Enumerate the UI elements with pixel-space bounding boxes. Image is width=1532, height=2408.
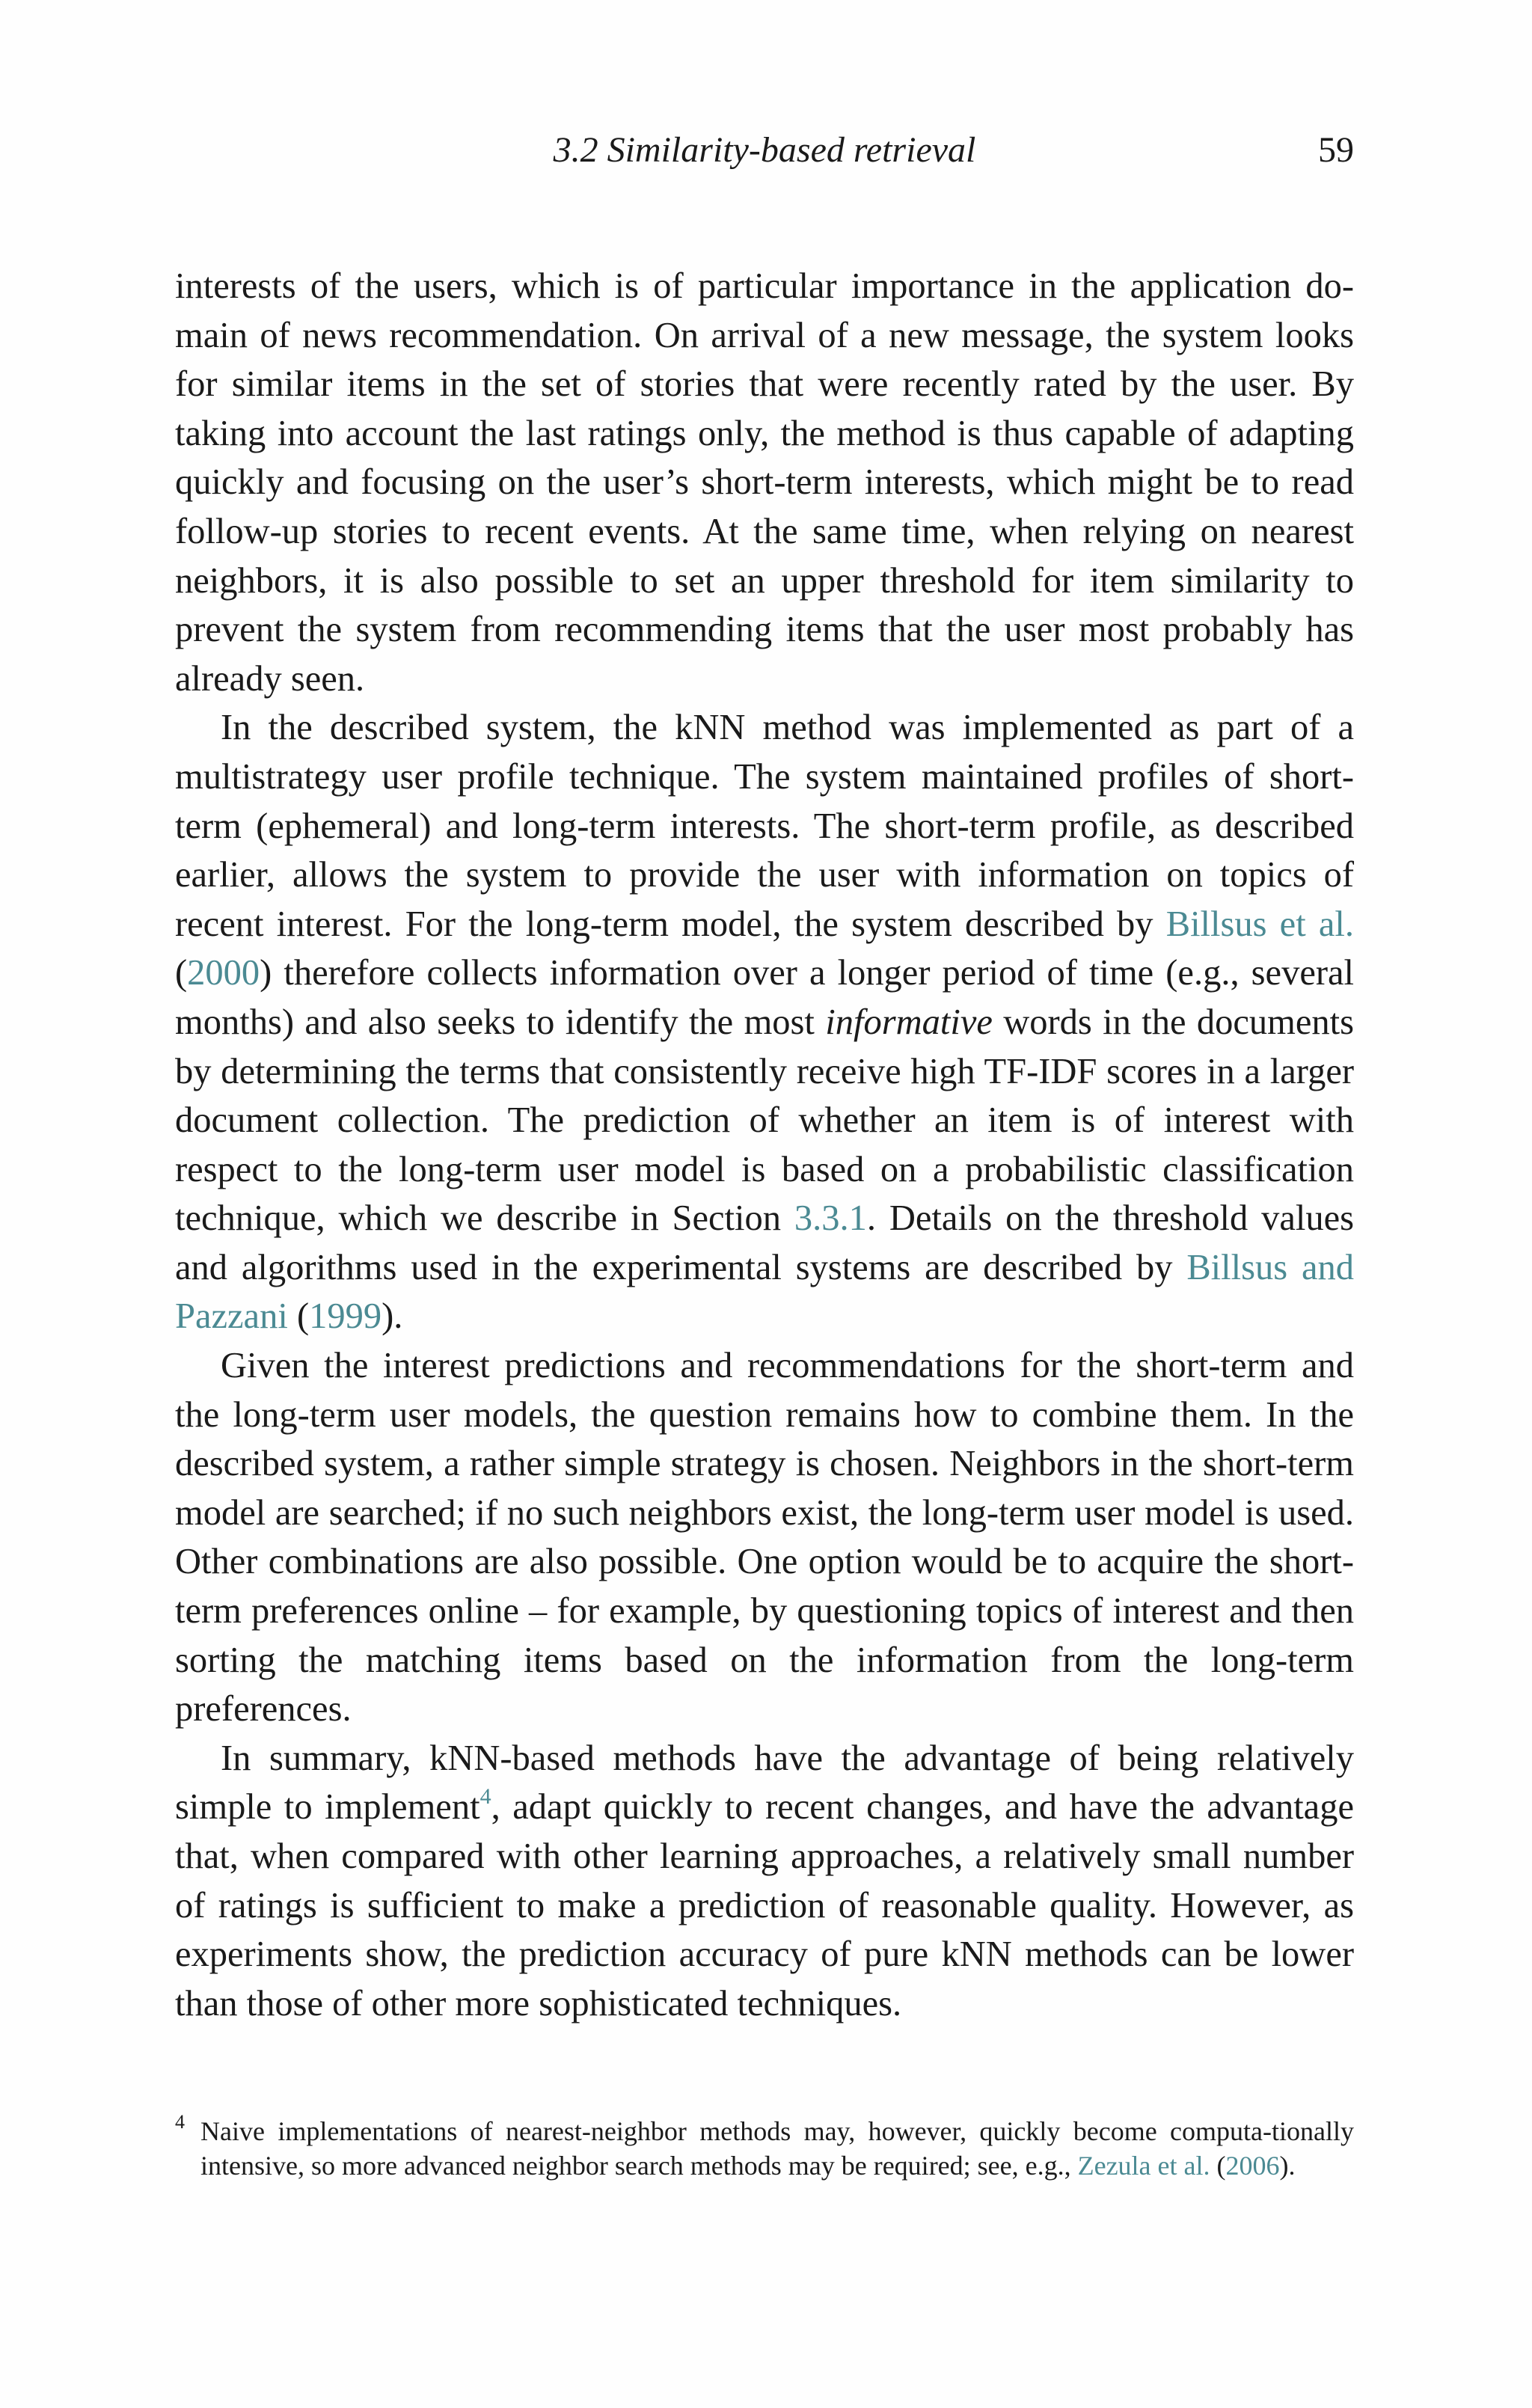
- citation-link-zezula-authors[interactable]: Zezula et al.: [1077, 2151, 1210, 2181]
- emphasis-informative: informative: [825, 1002, 993, 1042]
- page-number: 59: [1318, 130, 1354, 170]
- section-title: 3.2 Similarity-based retrieval: [553, 130, 976, 170]
- text-run: In the described system, the kNN method was implemented as part of a multistrategy user profile technique. The system maintained profiles of short-term (ephemeral) and long-term interests. The short-term profile, as described earlier, allows the system to provide the user with information on topics of recent interest. For the long-term model, the system described by: [175, 708, 1354, 944]
- section-link-3-3-1[interactable]: 3.3.1: [794, 1198, 867, 1239]
- body-text: [175, 262, 1354, 2028]
- paragraph-3: Given the interest predictions and recommendations for the short-term and the long-term user models, the question remains how to combine them. In the described system, a rather simple strategy is chosen. Neighbors in the short-term model are searched; if no such neighbors exist, the long-term user model is used. Other combinations are also possible. One option would be to acquire the short-term preferences online – for example, by questioning topics of interest and then sorting the matching items based on the information from the long-term preferences.: [175, 1346, 1354, 1730]
- text-run: , adapt quickly to recent changes, and have the advantage that, when compared with other learning approaches, a relatively small number of ratings is sufficient to make a prediction of reasonable quality. However, as experiments show, the prediction accuracy of pure kNN methods can be lower than those of other more sophisticated techniques.: [175, 1787, 1354, 2023]
- text-run: (: [175, 953, 188, 993]
- text-run: . Details on the threshold values and algorithms used in the experimental systems are described by: [175, 1198, 1354, 1287]
- footnote-4: [175, 2111, 1354, 2183]
- text-run: (: [287, 1296, 310, 1337]
- running-header: [175, 124, 1354, 177]
- text-run: ).: [382, 1296, 403, 1337]
- citation-link-billsus-2000-authors[interactable]: Billsus et al.: [1165, 904, 1354, 944]
- citation-link-billsus-pazzani-authors[interactable]: Billsus and Pazzani: [175, 1247, 1354, 1337]
- citation-link-billsus-pazzani-year[interactable]: 1999: [309, 1296, 382, 1337]
- citation-link-billsus-2000-year[interactable]: 2000: [187, 953, 260, 993]
- text-run: ) therefore collects information over a longer period of time (e.g., several months) and also seeks to identify the most: [175, 953, 1354, 1042]
- text-run: Naive implementations of nearest-neighbor methods may, however, quickly become computa-tionally intensive, so more advanced neighbor search methods may be required; see, e.g.,: [200, 2116, 1354, 2181]
- text-run: (: [1210, 2151, 1226, 2181]
- text-run: ).: [1279, 2151, 1296, 2181]
- footnote-reference-4[interactable]: 4: [479, 1784, 491, 1810]
- paragraph-1: interests of the users, which is of particular importance in the application do-main of news recommendation. On arrival of a new message, the system looks for similar items in the set of stories that were recently rated by the user. By taking into account the last ratings only, the method is thus capable of adapting quickly and focusing on the user’s short-term interests, which might be to read follow-up stories to recent events. At the same time, when relying on nearest neighbors, it is also possible to set an upper threshold for item similarity to prevent the system from recommending items that the user most probably has already seen.: [175, 266, 1354, 699]
- footnotes: [175, 2111, 1354, 2183]
- paragraph-2: [175, 703, 1354, 1341]
- paragraph-4: [175, 1734, 1354, 2029]
- citation-link-zezula-year[interactable]: 2006: [1225, 2151, 1280, 2181]
- text-run: words in the documents by determining the terms that consistently receive high TF-IDF scores in a larger document collection. The prediction of whether an item is of interest with respect to the long-term user model is based on a probabilistic classification technique, which we describe in Section: [175, 1002, 1354, 1239]
- footnote-mark: 4: [175, 2111, 185, 2133]
- text-run: In summary, kNN-based methods have the advantage of being relatively simple to implement: [175, 1738, 1354, 1828]
